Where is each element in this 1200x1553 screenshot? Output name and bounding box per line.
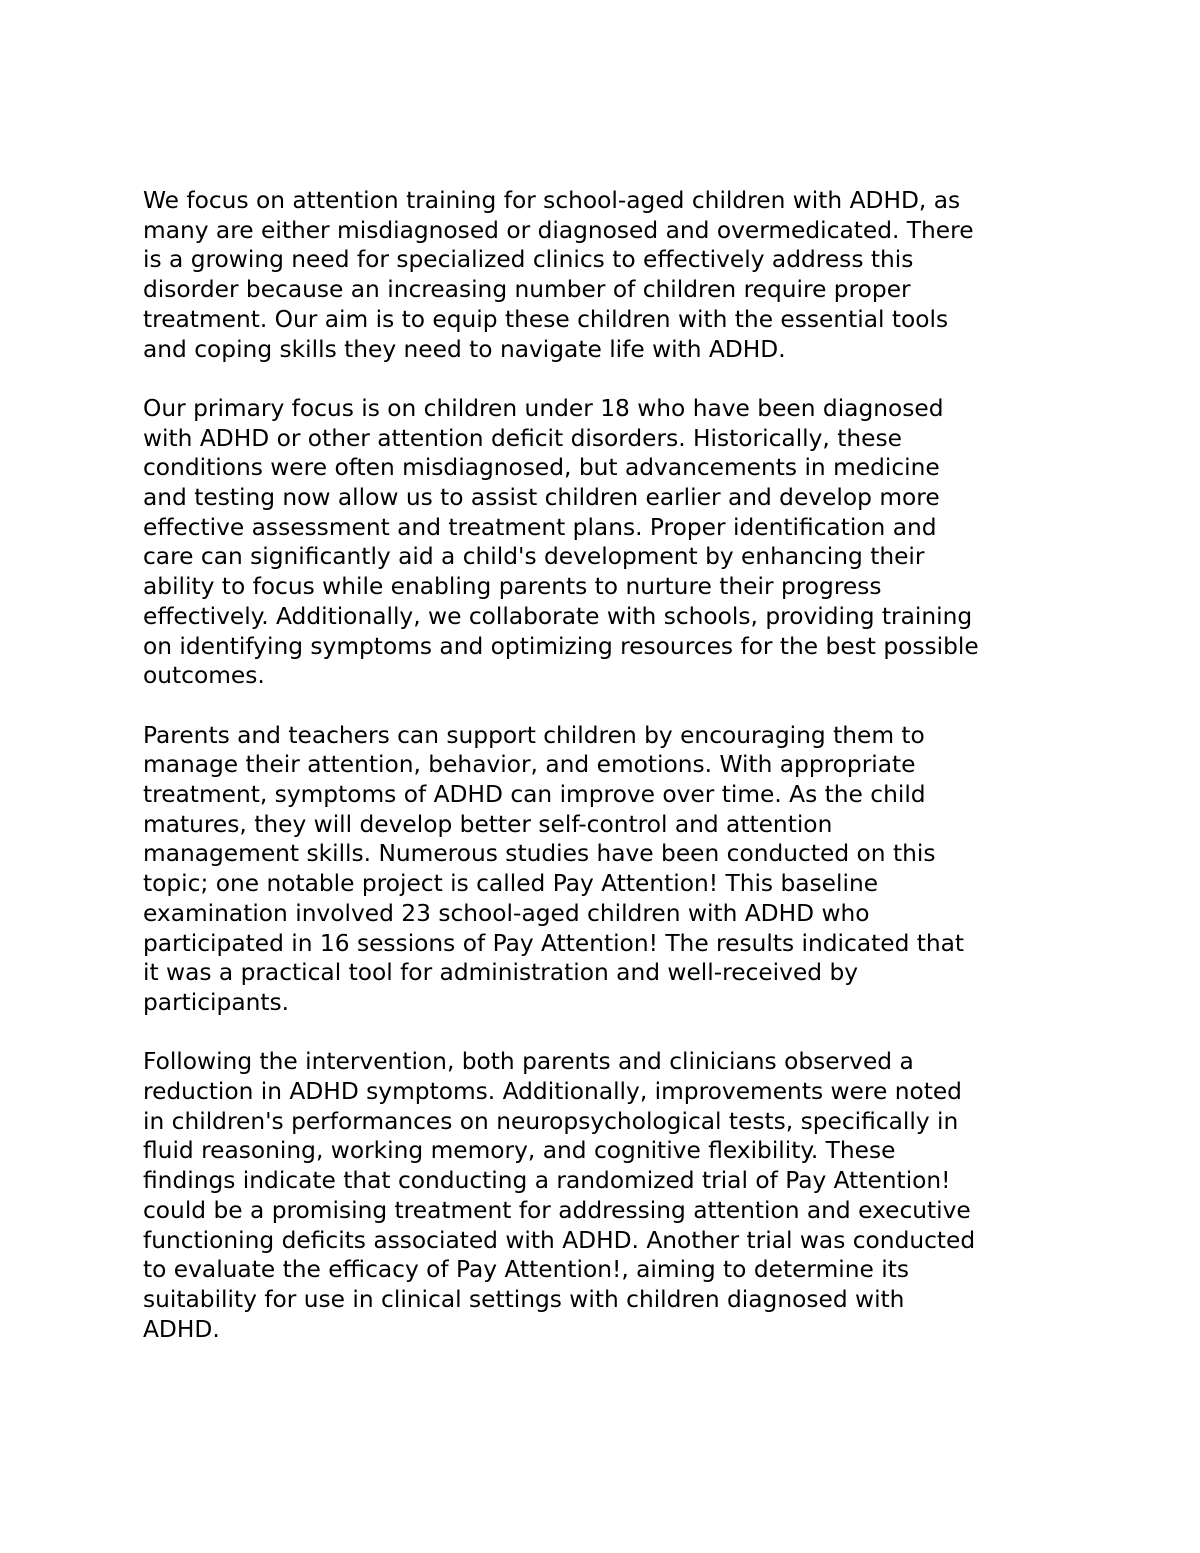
text-line: treatment. Our aim is to equip these children with the essential tools [143, 305, 949, 333]
text-line: ability to focus while enabling parents to nurture their progress [143, 573, 882, 601]
text-line: participants. [143, 988, 290, 1016]
text-line: matures, they will develop better self-control and attention [143, 810, 833, 838]
text-line: conditions were often misdiagnosed, but advancements in medicine [143, 454, 940, 482]
text-line: and coping skills they need to navigate life with ADHD. [143, 335, 786, 363]
text-line: suitability for use in clinical settings with children diagnosed with [143, 1285, 905, 1313]
text-line: findings indicate that conducting a randomized trial of Pay Attention! [143, 1167, 951, 1195]
text-line: topic; one notable project is called Pay Attention! This baseline [143, 870, 879, 898]
text-line: Parents and teachers can support children by encouraging them to [143, 721, 925, 749]
text-line: with ADHD or other attention deficit disorders. Historically, these [143, 424, 902, 452]
text-line: Following the intervention, both parents and clinicians observed a [143, 1048, 914, 1076]
text-line: participated in 16 sessions of Pay Attention! The results indicated that [143, 929, 965, 957]
text-line: it was a practical tool for administration and well-received by [143, 959, 859, 987]
text-line: care can significantly aid a child's development by enhancing their [143, 543, 925, 571]
text-line: is a growing need for specialized clinics to effectively address this [143, 246, 914, 274]
text-line: in children's performances on neuropsychological tests, specifically in [143, 1107, 959, 1135]
paragraph-4 [143, 1047, 1073, 1344]
text-line: examination involved 23 school-aged children with ADHD who [143, 899, 870, 927]
document-body [143, 186, 1073, 1374]
text-line: fluid reasoning, working memory, and cognitive flexibility. These [143, 1137, 896, 1165]
text-line: disorder because an increasing number of children require proper [143, 276, 911, 304]
paragraph-1 [143, 186, 1073, 364]
text-line: We focus on attention training for school-aged children with ADHD, as [143, 187, 961, 214]
paragraph-2 [143, 394, 1073, 691]
text-line: manage their attention, behavior, and emotions. With appropriate [143, 751, 916, 779]
text-line: to evaluate the efficacy of Pay Attention!, aiming to determine its [143, 1256, 909, 1284]
text-line: effectively. Additionally, we collaborate with schools, providing training [143, 602, 973, 630]
text-line: could be a promising treatment for addressing attention and executive [143, 1196, 971, 1224]
text-line: outcomes. [143, 662, 265, 690]
text-line: management skills. Numerous studies have been conducted on this [143, 840, 936, 868]
paragraph-3 [143, 721, 1073, 1018]
text-line: Our primary focus is on children under 18 who have been diagnosed [143, 394, 944, 422]
text-line: and testing now allow us to assist children earlier and develop more [143, 484, 940, 512]
text-line: many are either misdiagnosed or diagnosed and overmedicated. There [143, 216, 974, 244]
text-line: reduction in ADHD symptoms. Additionally, improvements were noted [143, 1078, 962, 1106]
text-line: treatment, symptoms of ADHD can improve over time. As the child [143, 781, 926, 809]
text-line: on identifying symptoms and optimizing resources for the best possible [143, 632, 979, 660]
text-line: effective assessment and treatment plans. Proper identification and [143, 513, 937, 541]
text-line: ADHD. [143, 1315, 220, 1343]
text-line: functioning deficits associated with ADHD. Another trial was conducted [143, 1226, 976, 1254]
